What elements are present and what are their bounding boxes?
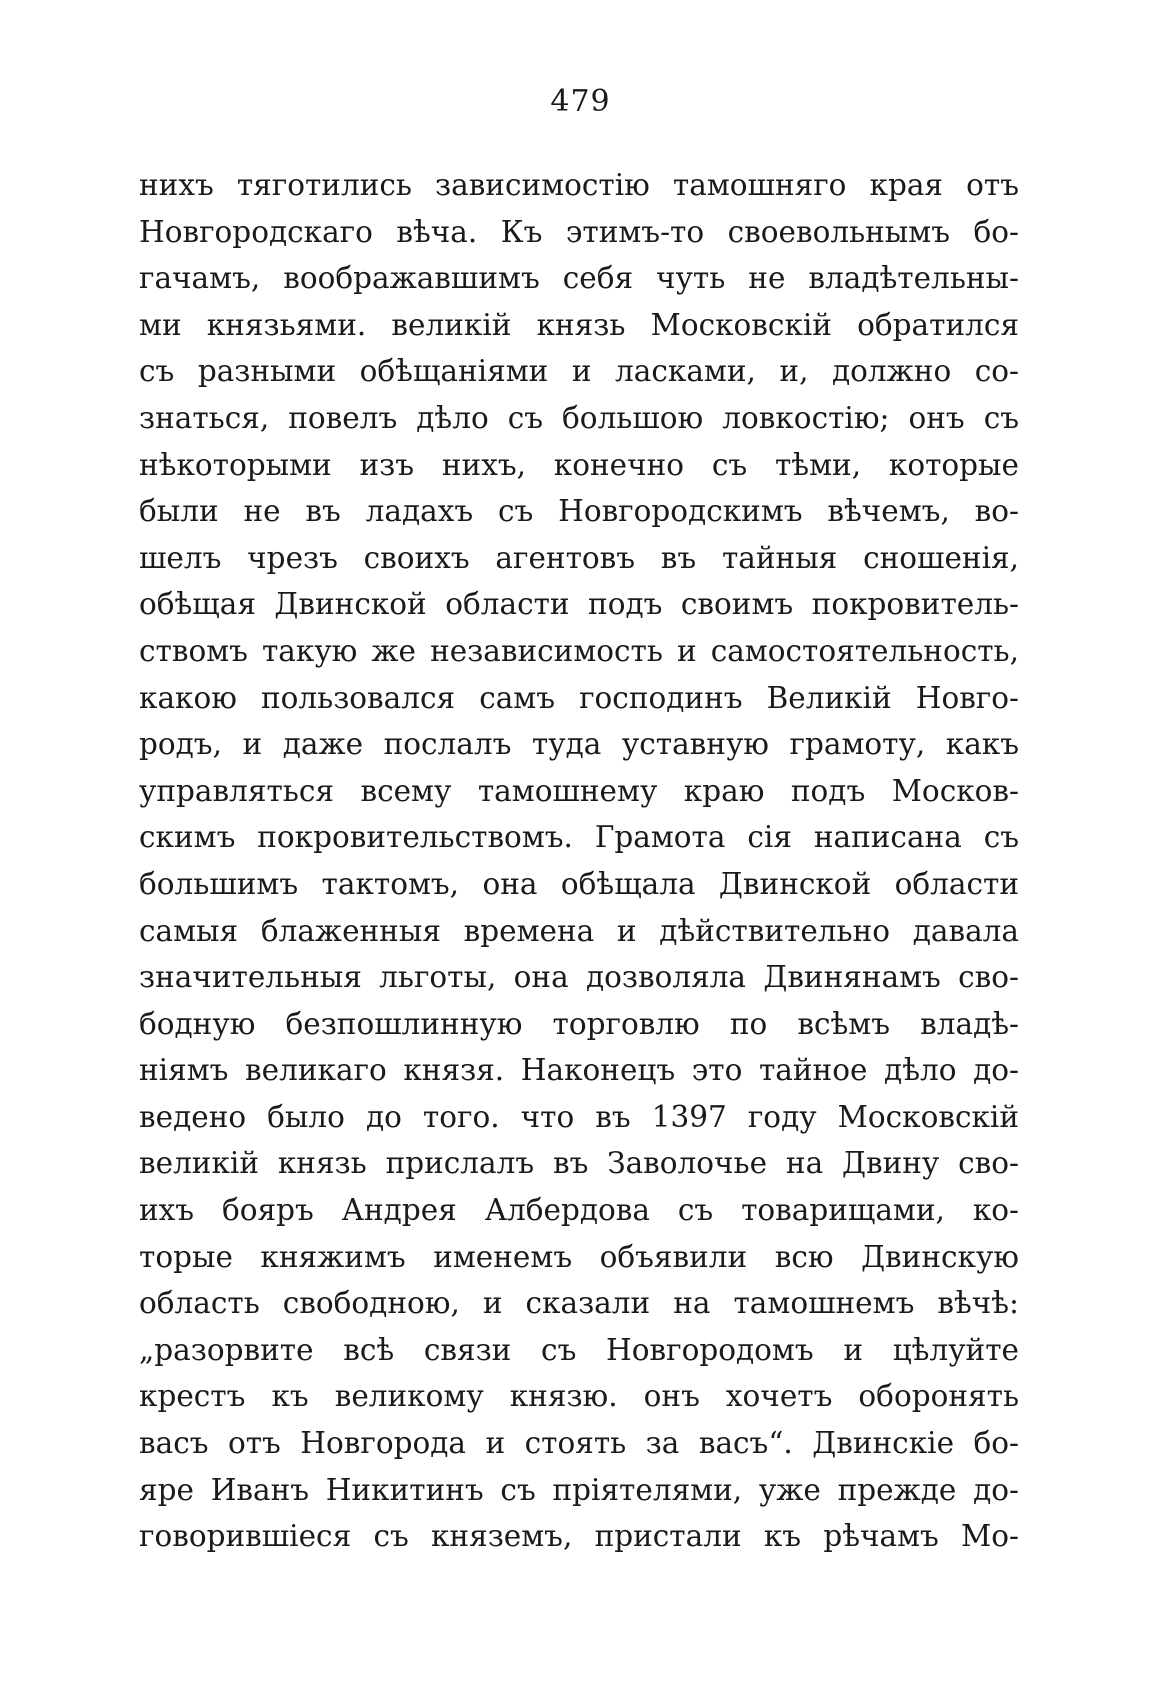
text-line: скимъ покровительствомъ. Грамота сія написана съ <box>139 820 1019 855</box>
text-line: великій князь прислалъ въ Заволочье на Двину сво- <box>139 1146 1019 1181</box>
text-line: ихъ бояръ Андрея Албердова съ товарищами, ко- <box>139 1193 1019 1228</box>
text-line: были не въ ладахъ съ Новгородскимъ вѣчемъ, во- <box>139 494 1019 529</box>
body-text <box>139 162 1019 1560</box>
text-line: торые княжимъ именемъ объявили всю Двинскую <box>139 1239 1019 1274</box>
text-line: область свободною, и сказали на тамошнемъ вѣчѣ: <box>139 1286 1019 1321</box>
text-line: ніямъ великаго князя. Наконецъ это тайное дѣло до- <box>139 1053 1019 1088</box>
text-line: ми князьями. великій князь Московскій обратился <box>139 307 1019 342</box>
text-line: Новгородскаго вѣча. Къ этимъ-то своевольнымъ бо- <box>139 214 1019 249</box>
text-line: знаться, повелъ дѣло съ большою ловкостію; онъ съ <box>139 400 1019 435</box>
text-line: ствомъ такую же независимость и самостоятельность, <box>139 633 1019 668</box>
text-line: ведено было до того. что въ 1397 году Московскій <box>139 1099 1019 1134</box>
text-line: говорившіеся съ княземъ, пристали къ рѣчамъ Мо- <box>139 1519 1019 1554</box>
text-line: управляться всему тамошнему краю подъ Москов- <box>139 773 1019 808</box>
text-line: гачамъ, воображавшимъ себя чуть не владѣтельны- <box>139 261 1019 296</box>
text-line: крестъ къ великому князю. онъ хочетъ оборонять <box>139 1379 1019 1414</box>
text-line: нихъ тяготились зависимостію тамошняго края отъ <box>139 168 1019 202</box>
text-line: большимъ тактомъ, она обѣщала Двинской области <box>139 866 1019 901</box>
text-line: шелъ чрезъ своихъ агентовъ въ тайныя сношенія, <box>139 540 1019 575</box>
text-line: какою пользовался самъ господинъ Великій Новго- <box>139 680 1019 715</box>
text-line: значительныя льготы, она дозволяла Двинянамъ сво- <box>139 960 1019 995</box>
text-line: бодную безпошлинную торговлю по всѣмъ владѣ- <box>139 1006 1019 1041</box>
text-line: обѣщая Двинской области подъ своимъ покровитель- <box>139 587 1019 622</box>
text-line: самыя блаженныя времена и дѣйствительно давала <box>139 913 1019 948</box>
text-line: съ разными обѣщаніями и ласками, и, должно со- <box>139 354 1019 389</box>
text-line: васъ отъ Новгорода и стоять за васъ“. Двинскіе бо- <box>139 1426 1019 1461</box>
text-line: яре Иванъ Никитинъ съ пріятелями, уже прежде до- <box>139 1472 1019 1507</box>
page-number: 479 <box>550 84 611 119</box>
text-line: родъ, и даже послалъ туда уставную грамоту, какъ <box>139 727 1019 762</box>
text-line: нѣкоторыми изъ нихъ, конечно съ тѣми, которые <box>139 447 1019 482</box>
text-line: „разорвите всѣ связи съ Новгородомъ и цѣлуйте <box>139 1332 1019 1367</box>
